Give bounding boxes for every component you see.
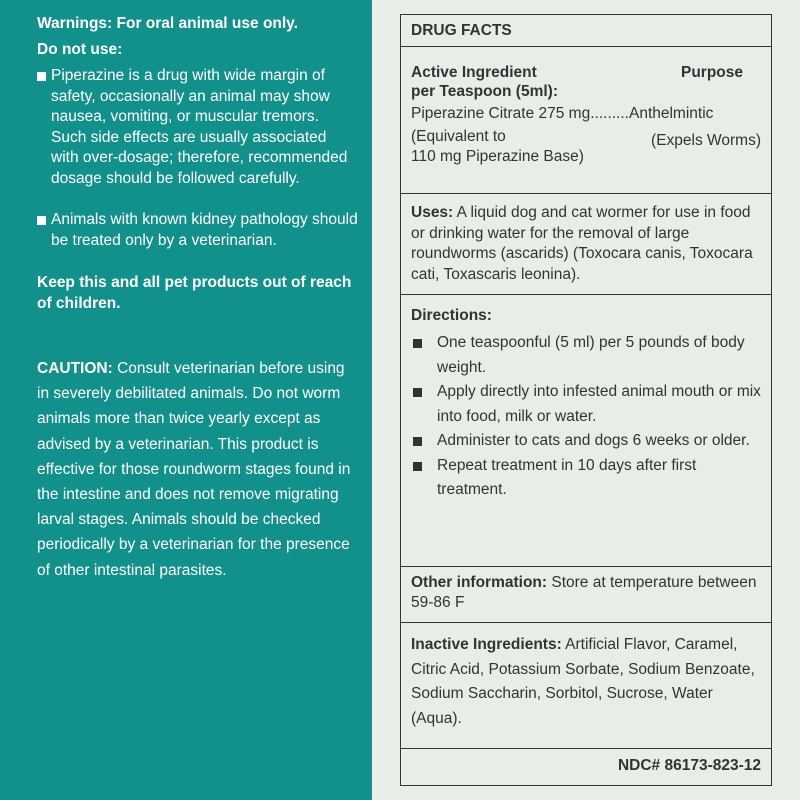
warnings-title: Warnings: For oral animal use only. [37,15,298,32]
warning-bullet-2 [37,210,358,251]
direction-text: Apply directly into infested animal mouth or mix into food, milk or water. [437,383,761,425]
active-ingredient-section [401,47,771,194]
purpose-detail: (Expels Worms) [651,131,761,149]
equivalent-line-2: 110 mg Piperazine Base) [411,148,584,165]
inactive-ingredients-label: Inactive Ingredients: [411,636,562,653]
square-bullet-icon [413,437,422,446]
square-bullet-icon [37,216,46,225]
square-bullet-icon [37,72,46,81]
warning-bullet-1 [37,66,358,189]
direction-item [411,429,761,454]
direction-text: Administer to cats and dogs 6 weeks or older. [437,432,750,449]
other-information-label: Other information: [411,574,548,591]
active-ingredient-label: Active Ingredient [411,64,537,81]
leader-dots: ......... [590,105,629,122]
square-bullet-icon [413,388,422,397]
keep-out-of-reach-warning: Keep this and all pet products out of reach of children. [37,274,352,312]
drug-facts-box [400,14,772,786]
direction-item [411,454,761,503]
direction-text: One teaspoonful (5 ml) per 5 pounds of body weight. [437,334,745,376]
uses-label: Uses: [411,204,454,221]
purpose-label: Purpose [680,64,743,81]
caution-paragraph [37,356,358,583]
ingredient-line: Piperazine Citrate 275 mg [411,105,591,122]
other-information-section [401,567,771,623]
warning-bullet-2-text: Animals with known kidney pathology should be treated only by a veterinarian. [51,211,358,249]
uses-text: A liquid dog and cat wormer for use in food or drinking water for the removal of large roundworms (ascarids) (Toxocara canis, Toxocara cati, Toxascaris leonina). [411,204,753,283]
ndc-number: NDC# 86173-823-12 [617,757,761,774]
uses-section [401,194,771,295]
inactive-ingredients-text: Artificial Flavor, Caramel, Citric Acid, Potassium Sorbate, Sodium Benzoate, Sodium Saccharin, Sorbitol, Sucrose, Water (Aqua). [411,636,755,727]
purpose-value: Anthelmintic [628,105,714,122]
direction-item [411,380,761,429]
inactive-ingredients-section [401,623,771,749]
caution-text: Consult veterinarian before using in severely debilitated animals. Do not worm animals more than twice yearly except as advised by a veterinarian. This product is effective for those roundworm stages found in the intestine and does not remove migrating larval stages. Animals should be checked periodically by a veterinarian for the presence of other intestinal parasites. [37,360,351,579]
drug-facts-panel [372,0,800,800]
per-teaspoon-label: per Teaspoon (5ml): [411,83,558,100]
direction-item [411,331,761,380]
square-bullet-icon [413,462,422,471]
directions-label: Directions: [411,307,492,324]
other-information-text: Store at temperature between 59-86 F [411,574,757,611]
warnings-panel [0,0,372,800]
warning-bullet-1-text: Piperazine is a drug with wide margin of safety, occasionally an animal may show nausea, vomiting, or muscular tremors. Such side effects are usually associated with over-dosage; therefore, recommended dosage should be followed carefully. [51,67,348,187]
square-bullet-icon [413,339,422,348]
equivalent-line-1: (Equivalent to [411,127,506,145]
directions-section [401,295,771,567]
direction-text: Repeat treatment in 10 days after first treatment. [437,456,697,498]
do-not-use-heading: Do not use: [37,41,123,58]
drug-facts-title: DRUG FACTS [401,15,771,47]
caution-label: CAUTION: [37,360,113,377]
